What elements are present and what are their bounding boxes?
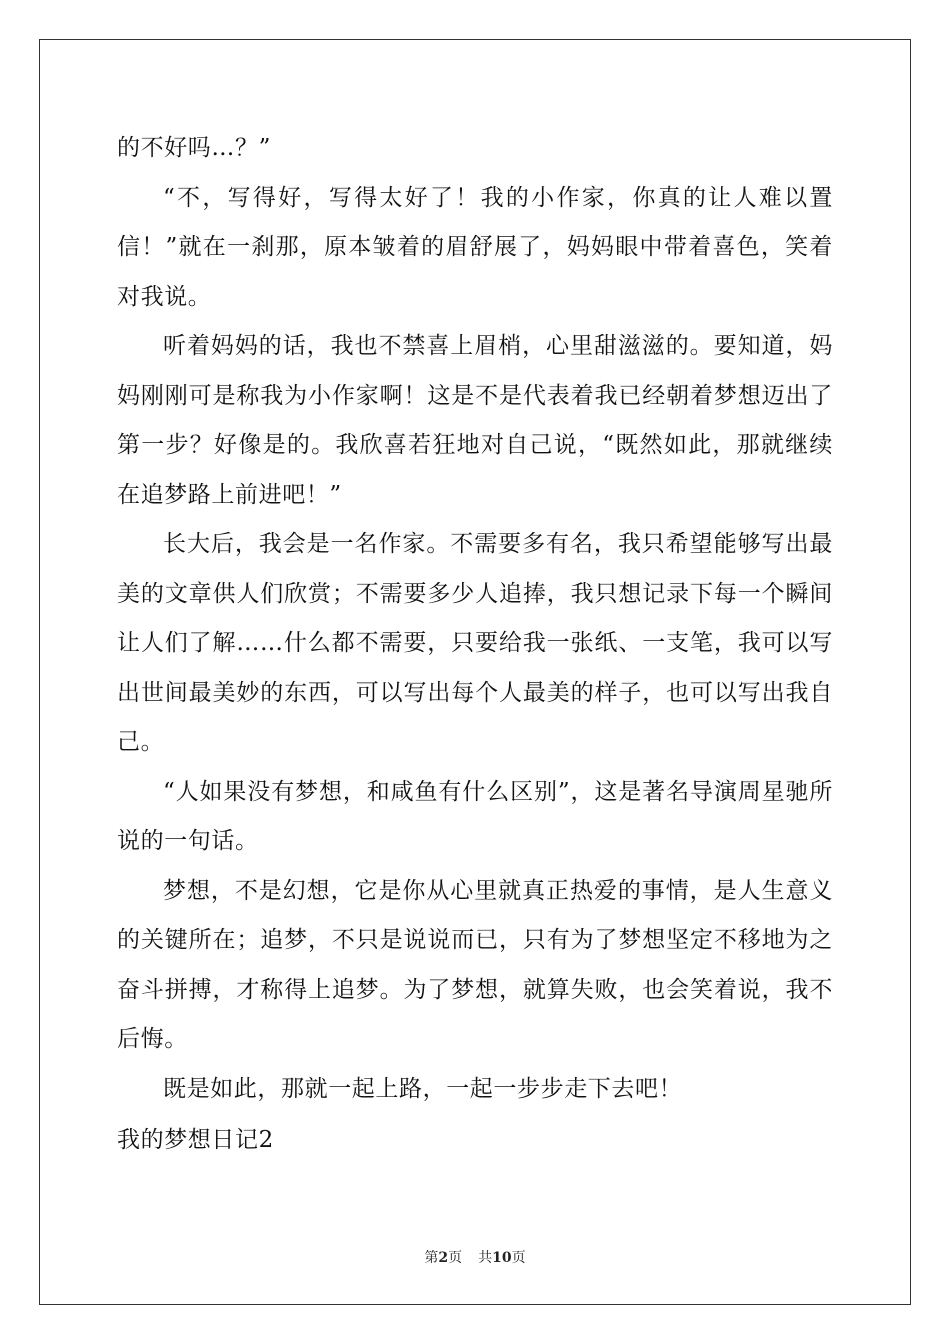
page-current: 2 [438,1250,449,1266]
paragraph-6: 梦想，不是幻想，它是你从心里就真正热爱的事情，是人生意义的关键所在；追梦，不只是说说而已，只有为了梦想坚定不移地为之奋斗拼搏，才称得上追梦。为了梦想，就算失败，也会笑着说，我不后悔。 [117,877,833,1052]
page-unit: 页 [448,1250,463,1266]
page-total: 10 [492,1250,512,1266]
total-unit: 页 [511,1250,526,1266]
page-footer [0,1247,950,1267]
paragraph-1: 的不好吗…？” [117,135,271,161]
paragraph-4: 长大后，我会是一名作家。不需要多有名，我只希望能够写出最美的文章供人们欣赏；不需要多少人追捧，我只想记录下每一个瞬间让人们了解……什么都不需要，只要给我一张纸、一支笔，我可以写出世间最美妙的东西，可以写出每个人最美的样子，也可以写出我自己。 [117,531,833,755]
paragraph-5: “人如果没有梦想，和咸鱼有什么区别”，这是著名导演周星驰所说的一句话。 [117,778,833,854]
page-prefix: 第 [424,1250,439,1266]
document-body [117,124,833,1166]
paragraph-3: 听着妈妈的话，我也不禁喜上眉梢，心里甜滋滋的。要知道，妈妈刚刚可是称我为小作家啊！这是不是代表着我已经朝着梦想迈出了第一步？好像是的。我欣喜若狂地对自己说，“既然如此，那就继续在追梦路上前进吧！” [117,333,833,508]
section-heading: 我的梦想日记2 [117,1127,274,1153]
paragraph-7: 既是如此，那就一起上路，一起一步步走下去吧！ [163,1075,683,1102]
total-prefix: 共 [478,1250,493,1266]
paragraph-2: “不，写得好，写得太好了！我的小作家，你真的让人难以置信！”就在一刹那，原本皱着的眉舒展了，妈妈眼中带着喜色，笑着对我说。 [117,184,833,310]
